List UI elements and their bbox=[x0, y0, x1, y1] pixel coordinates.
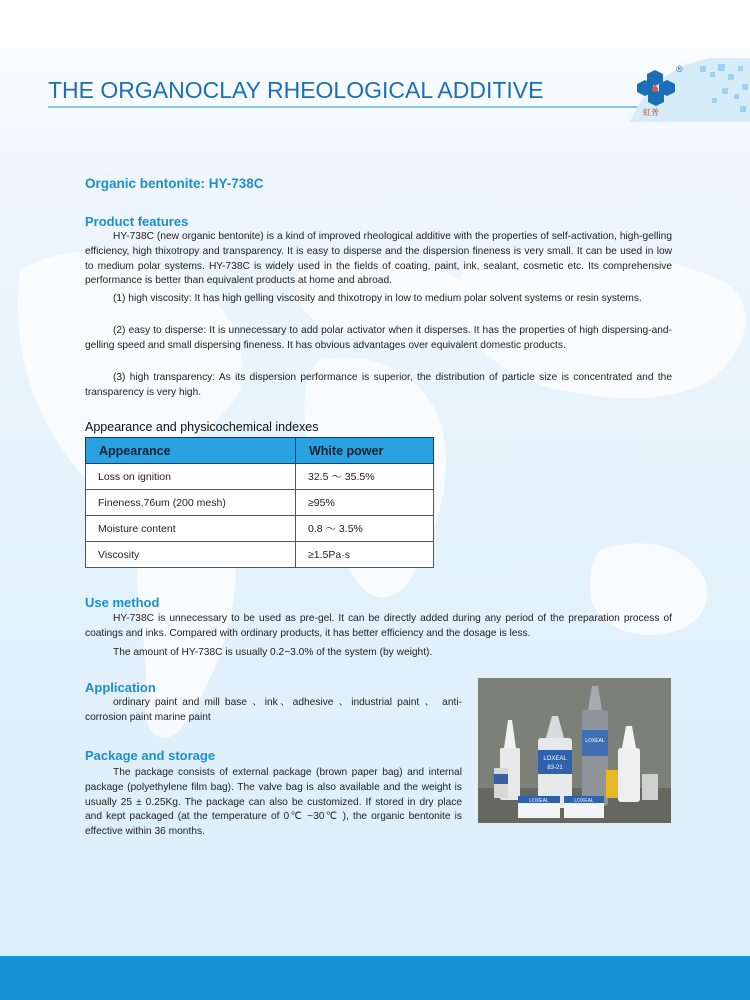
table-row bbox=[86, 490, 434, 516]
use-method-text: HY-738C is unnecessary to be used as pre-gel. It can be directly added during any period of the preparation process of coatings and inks. Compared with ordinary products, it has better efficiency and the dosage is less. bbox=[85, 613, 672, 639]
top-stripe bbox=[0, 0, 750, 48]
feature-point-2: (2) easy to disperse: It is unnecessary to add polar activator when it disperses. It has the properties of high dispersing-and-gelling speed and small dispersing fineness. It has obvious advantages over equivalent domestic products. bbox=[85, 325, 672, 351]
bottle-label: 83-21 bbox=[547, 765, 563, 771]
table-cell: ≥1.5Pa·s bbox=[296, 542, 434, 568]
use-method-heading: Use method bbox=[85, 595, 160, 610]
box-label: LOXEAL bbox=[574, 798, 594, 804]
bottle-label: LOXEAL bbox=[543, 756, 567, 762]
bottle-label: LOXEAL bbox=[585, 738, 605, 744]
table-row bbox=[86, 516, 434, 542]
features-heading: Product features bbox=[85, 214, 189, 229]
table-cell: Loss on ignition bbox=[86, 464, 296, 490]
table-cell: 32.5 ～ 35.5% bbox=[296, 464, 434, 490]
table-cell: Viscosity bbox=[86, 542, 296, 568]
product-name: Organic bentonite: HY-738C bbox=[85, 176, 264, 191]
use-method-dosage: The amount of HY-738C is usually 0.2~3.0% of the system (by weight). bbox=[113, 647, 433, 658]
feature-point-1: (1) high viscosity: It has high gelling viscosity and thixotropy in low to medium polar solvent systems or resin systems. bbox=[113, 293, 642, 304]
registered-mark: ® bbox=[676, 64, 683, 74]
table-row bbox=[86, 542, 434, 568]
package-heading: Package and storage bbox=[85, 748, 216, 763]
feature-point-3: (3) high transparency: As its dispersion performance is superior, the distribution of particle size is concentrated and the transparency is very high. bbox=[85, 372, 672, 398]
page-title: THE ORGANOCLAY RHEOLOGICAL ADDITIVE bbox=[48, 77, 544, 103]
logo-wordmark: 虹普 bbox=[643, 108, 659, 117]
product-photo bbox=[478, 678, 671, 823]
footer-bar bbox=[0, 956, 750, 1000]
company-logo bbox=[633, 70, 681, 112]
table-cell: ≥95% bbox=[296, 490, 434, 516]
indexes-caption: Appearance and physicochemical indexes bbox=[85, 420, 319, 434]
indexes-table bbox=[85, 437, 434, 568]
table-cell: Fineness,76um (200 mesh) bbox=[86, 490, 296, 516]
table-row bbox=[86, 464, 434, 490]
table-header-cell: Appearance bbox=[86, 438, 296, 464]
application-heading: Application bbox=[85, 680, 156, 695]
table-cell: Moisture content bbox=[86, 516, 296, 542]
box-label: LOXEAL bbox=[529, 798, 549, 804]
table-header-cell: White power bbox=[296, 438, 434, 464]
table-cell: 0.8 ～ 3.5% bbox=[296, 516, 434, 542]
table-header-row bbox=[86, 438, 434, 464]
features-intro: HY-738C (new organic bentonite) is a kind of improved rheological additive with the properties of self-activation, high-gelling efficiency, high thixotropy and transparency. It is easy to disperse and the dispersion fineness is very small. It can be used in low to medium polar systems. HY-738C is widely used in the fields of coating, paint, ink, sealant, cosmetic etc. Its comprehensive performance is better than equivalent products at home and abroad. bbox=[85, 231, 672, 287]
package-text: The package consists of external package (brown paper bag) and internal package (polyethylene film bag). The valve bag is also available and the weight is usually 25 ± 0.25Kg. The package can also be customized. If stored in dry place and kept packaged (at the temperature of 0℃ ~30℃ ), the organic bentonite is effective within 36 months. bbox=[85, 767, 462, 838]
application-text: ordinary paint and mill base 、ink、adhesive 、industrial paint 、 anti-corrosion paint marine paint bbox=[85, 697, 462, 723]
